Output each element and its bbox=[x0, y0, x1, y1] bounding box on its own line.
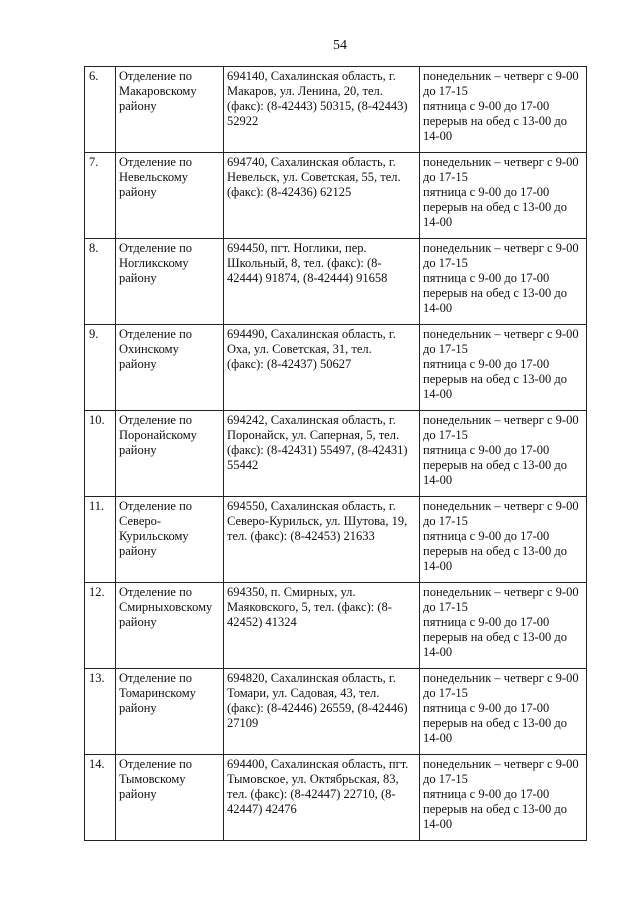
office-hours-line: пятница с 9-00 до 17-00 bbox=[423, 271, 550, 285]
office-hours-line: до 17-15 bbox=[423, 514, 468, 528]
office-hours-line: до 17-15 bbox=[423, 84, 468, 98]
office-address-line: Макаров, ул. Ленина, 20, тел. bbox=[227, 84, 383, 98]
office-address-line: Поронайск, ул. Саперная, 5, тел. bbox=[227, 428, 400, 442]
office-hours-line: понедельник – четверг с 9-00 bbox=[423, 69, 579, 83]
office-name bbox=[116, 153, 224, 239]
office-name-line: Смирныховскому bbox=[119, 600, 213, 614]
office-hours-line: перерыв на обед с 13-00 до bbox=[423, 372, 567, 386]
table-row bbox=[85, 325, 587, 411]
office-hours bbox=[420, 325, 587, 411]
row-number: 9. bbox=[85, 325, 116, 411]
office-address-line: Невельск, ул. Советская, 55, тел. bbox=[227, 170, 401, 184]
office-address bbox=[224, 67, 420, 153]
office-name-line: району bbox=[119, 357, 157, 371]
row-number: 10. bbox=[85, 411, 116, 497]
office-address-line: 694550, Сахалинская область, г. bbox=[227, 499, 396, 513]
office-hours-line: перерыв на обед с 13-00 до bbox=[423, 544, 567, 558]
office-address-line: 694242, Сахалинская область, г. bbox=[227, 413, 396, 427]
row-number: 6. bbox=[85, 67, 116, 153]
office-address bbox=[224, 583, 420, 669]
office-address-line: 42452) 41324 bbox=[227, 615, 297, 629]
office-name-line: Тымовскому bbox=[119, 772, 186, 786]
office-hours-line: перерыв на обед с 13-00 до bbox=[423, 458, 567, 472]
office-hours-line: пятница с 9-00 до 17-00 bbox=[423, 701, 550, 715]
office-hours-line: понедельник – четверг с 9-00 bbox=[423, 413, 579, 427]
office-hours-line: до 17-15 bbox=[423, 342, 468, 356]
office-name-line: Макаровскому bbox=[119, 84, 197, 98]
office-hours-line: понедельник – четверг с 9-00 bbox=[423, 499, 579, 513]
office-name-line: району bbox=[119, 185, 157, 199]
office-hours-line: 14-00 bbox=[423, 387, 453, 401]
office-name bbox=[116, 497, 224, 583]
office-address-line: 55442 bbox=[227, 458, 259, 472]
office-hours-line: 14-00 bbox=[423, 215, 453, 229]
office-hours-line: до 17-15 bbox=[423, 686, 468, 700]
office-hours-line: до 17-15 bbox=[423, 256, 468, 270]
office-hours-line: понедельник – четверг с 9-00 bbox=[423, 585, 579, 599]
row-number: 11. bbox=[85, 497, 116, 583]
office-name-line: Поронайскому bbox=[119, 428, 197, 442]
office-hours-line: 14-00 bbox=[423, 731, 453, 745]
row-number: 13. bbox=[85, 669, 116, 755]
office-name bbox=[116, 669, 224, 755]
office-name-line: Отделение по bbox=[119, 155, 193, 169]
office-hours-line: понедельник – четверг с 9-00 bbox=[423, 327, 579, 341]
office-address bbox=[224, 325, 420, 411]
office-name-line: району bbox=[119, 544, 157, 558]
office-hours-line: 14-00 bbox=[423, 473, 453, 487]
table-row bbox=[85, 755, 587, 841]
office-name-line: Отделение по bbox=[119, 585, 193, 599]
office-address-line: Томари, ул. Садовая, 43, тел. bbox=[227, 686, 380, 700]
table-row bbox=[85, 411, 587, 497]
office-name bbox=[116, 411, 224, 497]
office-name-line: Томаринскому bbox=[119, 686, 196, 700]
office-hours-line: до 17-15 bbox=[423, 772, 468, 786]
office-name-line: району bbox=[119, 271, 157, 285]
office-hours bbox=[420, 583, 587, 669]
office-hours-line: пятница с 9-00 до 17-00 bbox=[423, 99, 550, 113]
office-address-line: 694400, Сахалинская область, пгт. bbox=[227, 757, 409, 771]
office-address-line: Тымовское, ул. Октябрьская, 83, bbox=[227, 772, 399, 786]
office-hours-line: 14-00 bbox=[423, 817, 453, 831]
office-address-line: Оха, ул. Советская, 31, тел. bbox=[227, 342, 372, 356]
office-name-line: Курильскому bbox=[119, 529, 189, 543]
office-address-line: Школьный, 8, тел. (факс): (8- bbox=[227, 256, 382, 270]
office-address-line: Северо-Курильск, ул. Шутова, 19, bbox=[227, 514, 408, 528]
office-name bbox=[116, 239, 224, 325]
office-hours bbox=[420, 669, 587, 755]
office-name bbox=[116, 755, 224, 841]
office-name-line: району bbox=[119, 787, 157, 801]
office-name-line: району bbox=[119, 615, 157, 629]
office-hours-line: до 17-15 bbox=[423, 428, 468, 442]
office-address-line: тел. (факс): (8-42453) 21633 bbox=[227, 529, 375, 543]
office-hours-line: понедельник – четверг с 9-00 bbox=[423, 757, 579, 771]
office-hours-line: 14-00 bbox=[423, 559, 453, 573]
office-name bbox=[116, 325, 224, 411]
table-row bbox=[85, 239, 587, 325]
office-address-line: (факс): (8-42437) 50627 bbox=[227, 357, 352, 371]
office-address-line: 42447) 42476 bbox=[227, 802, 297, 816]
office-address-line: 27109 bbox=[227, 716, 259, 730]
table-row bbox=[85, 497, 587, 583]
office-hours-line: 14-00 bbox=[423, 301, 453, 315]
office-address-line: (факс): (8-42443) 50315, (8-42443) bbox=[227, 99, 408, 113]
office-name-line: району bbox=[119, 99, 157, 113]
office-hours bbox=[420, 67, 587, 153]
office-name-line: Ногликскому bbox=[119, 256, 189, 270]
office-address bbox=[224, 755, 420, 841]
row-number: 12. bbox=[85, 583, 116, 669]
office-hours-line: перерыв на обед с 13-00 до bbox=[423, 802, 567, 816]
office-address bbox=[224, 153, 420, 239]
office-hours-line: перерыв на обед с 13-00 до bbox=[423, 630, 567, 644]
office-hours-line: пятница с 9-00 до 17-00 bbox=[423, 443, 550, 457]
office-name-line: Невельскому bbox=[119, 170, 189, 184]
office-name bbox=[116, 583, 224, 669]
office-name-line: Отделение по bbox=[119, 413, 193, 427]
office-address-line: (факс): (8-42446) 26559, (8-42446) bbox=[227, 701, 408, 715]
office-address-line: 694450, пгт. Ноглики, пер. bbox=[227, 241, 367, 255]
row-number: 7. bbox=[85, 153, 116, 239]
page-number: 54 bbox=[333, 38, 347, 53]
office-address-line: (факс): (8-42431) 55497, (8-42431) bbox=[227, 443, 408, 457]
office-hours-line: до 17-15 bbox=[423, 170, 468, 184]
office-address bbox=[224, 497, 420, 583]
office-hours-line: перерыв на обед с 13-00 до bbox=[423, 114, 567, 128]
office-address-line: (факс): (8-42436) 62125 bbox=[227, 185, 352, 199]
offices-table bbox=[84, 66, 587, 841]
office-hours-line: 14-00 bbox=[423, 129, 453, 143]
office-name-line: Отделение по bbox=[119, 499, 193, 513]
office-address-line: Маяковского, 5, тел. (факс): (8- bbox=[227, 600, 392, 614]
office-name-line: Отделение по bbox=[119, 327, 193, 341]
office-name-line: Охинскому bbox=[119, 342, 179, 356]
office-address-line: 52922 bbox=[227, 114, 259, 128]
row-number: 8. bbox=[85, 239, 116, 325]
table-row bbox=[85, 153, 587, 239]
office-address bbox=[224, 411, 420, 497]
office-hours-line: пятница с 9-00 до 17-00 bbox=[423, 357, 550, 371]
table-row bbox=[85, 583, 587, 669]
office-hours-line: перерыв на обед с 13-00 до bbox=[423, 716, 567, 730]
office-hours bbox=[420, 153, 587, 239]
office-hours bbox=[420, 239, 587, 325]
office-address bbox=[224, 669, 420, 755]
office-hours-line: до 17-15 bbox=[423, 600, 468, 614]
office-address-line: 694140, Сахалинская область, г. bbox=[227, 69, 396, 83]
office-address-line: 42444) 91874, (8-42444) 91658 bbox=[227, 271, 388, 285]
table-row bbox=[85, 67, 587, 153]
office-hours-line: пятница с 9-00 до 17-00 bbox=[423, 615, 550, 629]
office-address-line: 694740, Сахалинская область, г. bbox=[227, 155, 396, 169]
office-hours-line: пятница с 9-00 до 17-00 bbox=[423, 529, 550, 543]
office-name-line: району bbox=[119, 701, 157, 715]
office-hours-line: понедельник – четверг с 9-00 bbox=[423, 671, 579, 685]
row-number: 14. bbox=[85, 755, 116, 841]
office-hours-line: понедельник – четверг с 9-00 bbox=[423, 241, 579, 255]
office-name-line: Отделение по bbox=[119, 757, 193, 771]
office-hours-line: пятница с 9-00 до 17-00 bbox=[423, 185, 550, 199]
office-address-line: 694490, Сахалинская область, г. bbox=[227, 327, 396, 341]
office-hours bbox=[420, 755, 587, 841]
office-hours-line: понедельник – четверг с 9-00 bbox=[423, 155, 579, 169]
office-name-line: Отделение по bbox=[119, 69, 193, 83]
office-hours bbox=[420, 411, 587, 497]
office-name bbox=[116, 67, 224, 153]
office-name-line: Отделение по bbox=[119, 241, 193, 255]
office-address-line: тел. (факс): (8-42447) 22710, (8- bbox=[227, 787, 396, 801]
table-row bbox=[85, 669, 587, 755]
offices-table-body bbox=[85, 67, 587, 841]
office-hours bbox=[420, 497, 587, 583]
office-address-line: 694350, п. Смирных, ул. bbox=[227, 585, 356, 599]
office-address-line: 694820, Сахалинская область, г. bbox=[227, 671, 396, 685]
office-hours-line: 14-00 bbox=[423, 645, 453, 659]
office-name-line: Северо- bbox=[119, 514, 162, 528]
office-hours-line: перерыв на обед с 13-00 до bbox=[423, 286, 567, 300]
office-address bbox=[224, 239, 420, 325]
office-name-line: району bbox=[119, 443, 157, 457]
office-hours-line: перерыв на обед с 13-00 до bbox=[423, 200, 567, 214]
office-name-line: Отделение по bbox=[119, 671, 193, 685]
office-hours-line: пятница с 9-00 до 17-00 bbox=[423, 787, 550, 801]
